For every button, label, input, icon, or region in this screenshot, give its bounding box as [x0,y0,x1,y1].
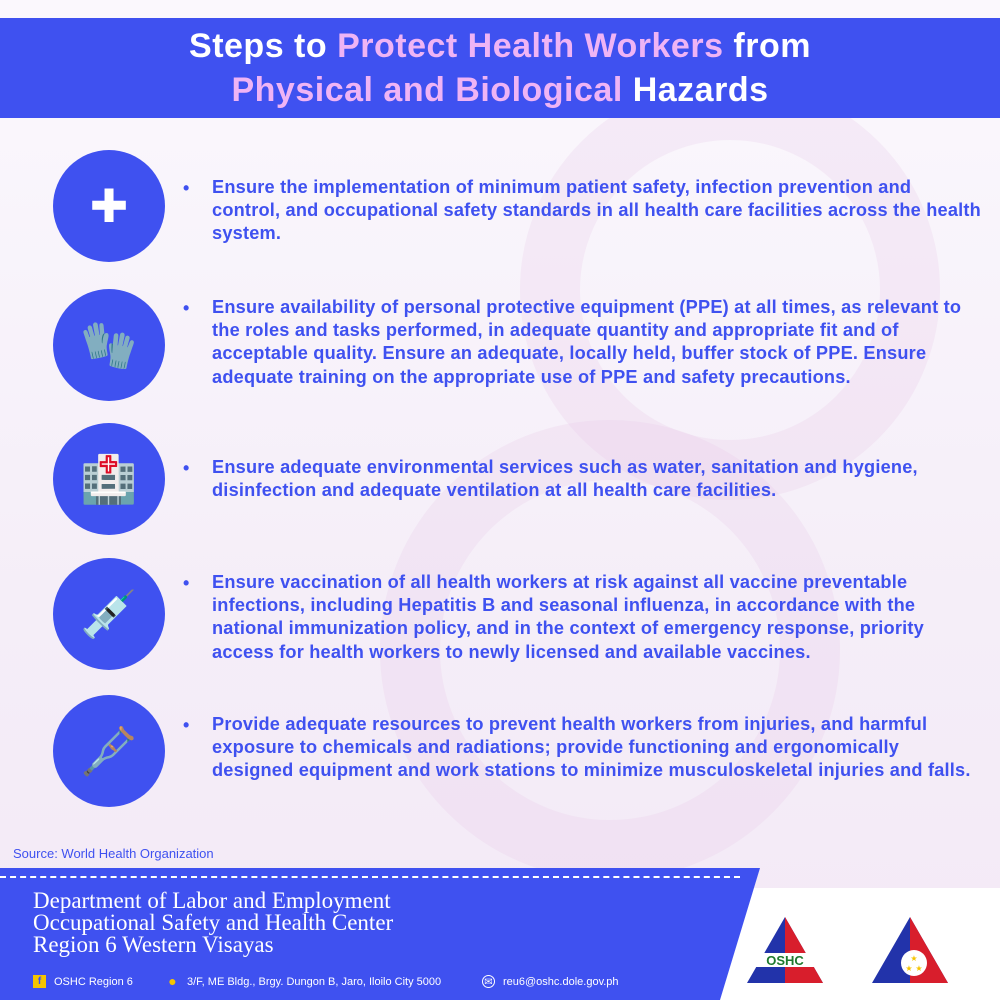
bullet: • [183,573,190,593]
title-text: from [723,27,811,65]
address-contact [166,975,441,988]
dole-logo [870,915,950,985]
source-note: Source: World Health Organization [13,846,214,861]
facebook-label: OSHC Region 6 [54,975,133,988]
bullet: • [183,298,190,318]
org-line: Department of Labor and Employment [33,888,391,913]
facebook-contact[interactable] [33,975,133,988]
oshc-logo-text: OSHC [766,953,804,968]
email-icon: ✉ [482,975,495,988]
title-highlight: Physical and Biological [231,71,623,109]
svg-text:★: ★ [905,964,913,973]
facebook-icon: f [33,975,46,988]
oshc-logo [745,915,825,985]
divider [0,876,740,878]
item-text: Ensure adequate environmental services such as water, sanitation and hygiene, disinfection and adequate ventilation at all health care facilities. [212,457,918,501]
bullet: • [183,458,190,478]
bullet: • [183,178,190,198]
mask-gloves-icon: 🧤 [53,289,165,401]
hospital-icon: 🏥 [53,423,165,535]
item-text: Ensure vaccination of all health workers at risk against all vaccine preventable infections, including Hepatitis B and seasonal influenza, in accordance with the national immunization policy, and in the context of emergency response, priority access for health workers to newly licensed and available vaccines. [212,572,924,662]
location-pin-icon: ● [168,973,177,989]
address-label: 3/F, ME Bldg., Brgy. Dungon B, Jaro, Iloilo City 5000 [187,975,442,988]
vaccination-icon: 💉 [53,558,165,670]
bullet: • [183,715,190,735]
item-text: Ensure the implementation of minimum patient safety, infection prevention and control, and occupational safety standards in all health care facilities across the health system. [212,177,981,244]
email-label: reu6@oshc.dole.gov.ph [503,975,619,988]
svg-text:★: ★ [915,964,923,973]
injured-worker-icon: 🩼 [53,695,165,807]
item-text: Ensure availability of personal protective equipment (PPE) at all times, as relevant to the roles and tasks performed, in adequate quantity and appropriate fit and of acceptable quality. Ensure an adequate, locally held, buffer stock of PPE. Ensure adequate training on the appropriate use of PPE and safety precautions. [212,297,962,387]
title-text: Hazards [622,71,769,109]
title-text: Steps to [189,27,338,65]
item-text: Provide adequate resources to prevent health workers from injuries, and harmful exposure to chemicals and radiations; provide functioning and ergonomically designed equipment and work stations to minimize musculoskeletal injuries and falls. [212,714,971,781]
title-highlight: Protect Health Workers [337,27,724,65]
svg-text:★: ★ [910,954,918,963]
email-contact[interactable] [482,975,619,988]
organization-name [33,890,393,956]
shield-doctor-icon: ✚ [53,150,165,262]
page-title [0,18,1000,118]
org-line: Region 6 Western Visayas [33,932,274,957]
org-line: Occupational Safety and Health Center [33,910,394,935]
